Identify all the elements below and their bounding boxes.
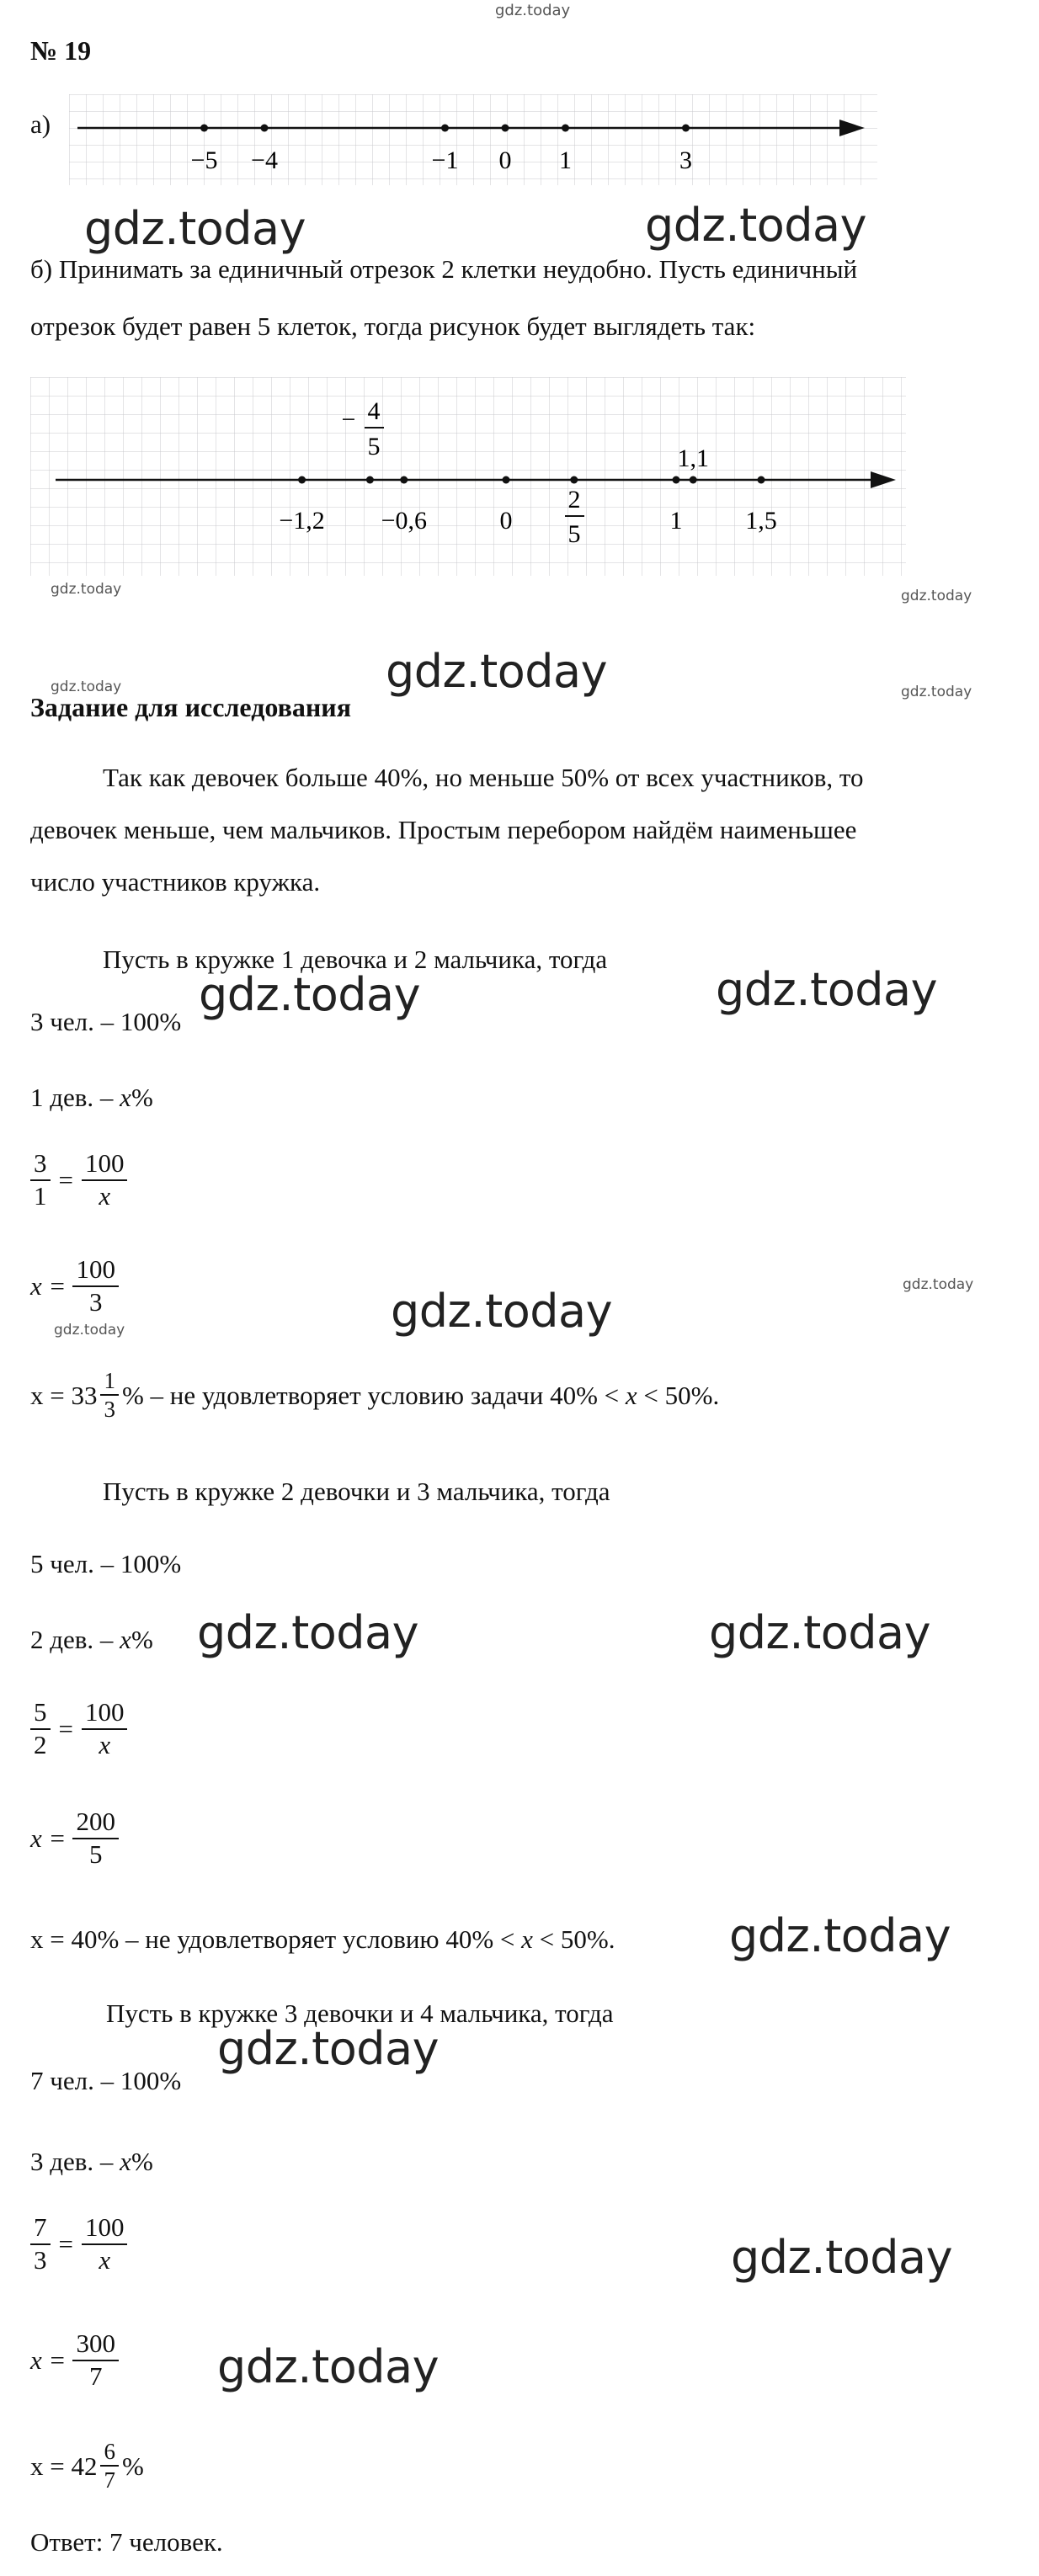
case2-proportion: $\frac{5}{2}$ = $\frac{100}{x}$ [27, 1699, 131, 1759]
part-a-label: а) [30, 109, 51, 139]
tick-label-a: 0 [498, 146, 512, 174]
tick-label-b: 1,5 [745, 507, 777, 535]
research-p2: девочек меньше, чем мальчиков. Простым перебором найдём наименьшее [30, 815, 857, 844]
research-p3: число участников кружка. [30, 867, 321, 897]
problem-number: № 19 [30, 35, 92, 66]
case3-x-value: x = $\frac{300}{7}$ [30, 2330, 122, 2390]
tick-label-b: −0,6 [381, 507, 428, 535]
watermark-small: gdz.today [901, 588, 972, 604]
watermark: gdz.today [391, 1285, 613, 1338]
tick-label-b: 1 [669, 507, 683, 535]
tick-point-b [570, 476, 578, 484]
tick-point-a [562, 125, 569, 132]
tick-label-a: −5 [190, 146, 218, 174]
case3-line2: 3 дев. – x% [30, 2147, 153, 2176]
part-b-line1: б) Принимать за единичный отрезок 2 клетки неудобно. Пусть единичный [30, 254, 858, 284]
label-pos-den: 5 [567, 520, 581, 548]
watermark-small: gdz.today [54, 1322, 125, 1339]
watermark: gdz.today [716, 963, 938, 1016]
label-neg-num: 4 [367, 397, 381, 425]
tick-point-b [758, 476, 765, 484]
tick-label-b: 0 [499, 507, 513, 535]
case2-result: x = 40% – не удовлетворяет условию 40% < x < 50%. [30, 1924, 615, 1954]
watermark-small: gdz.today [901, 684, 972, 700]
tick-label-b: 1,1 [677, 444, 709, 472]
case1-x-value: x = $\frac{100}{3}$ [30, 1256, 122, 1316]
case1-line1: 3 чел. – 100% [30, 1007, 182, 1036]
case1-result: x = 33 $\frac{1}{3}$ % – не удовлетворяет условию задачи 40% < x < 50%. [30, 1368, 720, 1423]
watermark-small: gdz.today [903, 1276, 974, 1293]
case3-proportion: $\frac{7}{3}$ = $\frac{100}{x}$ [27, 2214, 131, 2274]
tick-point-b [503, 476, 510, 484]
tick-point-a [502, 125, 509, 132]
watermark-small: gdz.today [51, 679, 122, 695]
watermark: gdz.today [199, 968, 421, 1021]
case3-line1: 7 чел. – 100% [30, 2066, 182, 2095]
case2-line2: 2 дев. – x% [30, 1625, 153, 1654]
case1-line2: 1 дев. – x% [30, 1083, 153, 1112]
part-b-line2: отрезок будет равен 5 клеток, тогда рисунок будет выглядеть так: [30, 311, 756, 341]
answer: Ответ: 7 человек. [30, 2527, 223, 2557]
watermark: gdz.today [197, 1606, 419, 1659]
case2-x-value: x = $\frac{200}{5}$ [30, 1808, 122, 1868]
watermark: gdz.today [217, 2340, 440, 2393]
tick-label-a: −1 [431, 146, 459, 174]
label-neg-sign: − [341, 406, 356, 434]
case2-line1: 5 чел. – 100% [30, 1549, 182, 1578]
tick-label-a: −4 [251, 146, 278, 174]
case1-proportion: $\frac{3}{1}$ = $\frac{100}{x}$ [27, 1150, 131, 1210]
tick-point-a [441, 125, 449, 132]
case2-intro: Пусть в кружке 2 девочки и 3 мальчика, тогда [103, 1477, 610, 1506]
tick-point-b [673, 476, 680, 484]
watermark: gdz.today [729, 1909, 951, 1962]
tick-label-a: 1 [559, 146, 572, 174]
number-line-a [69, 94, 877, 185]
watermark: gdz.today [645, 199, 867, 252]
case1-intro: Пусть в кружке 1 девочка и 2 мальчика, тогда [103, 945, 608, 974]
label-pos-num: 2 [567, 486, 581, 514]
watermark: gdz.today [709, 1606, 931, 1659]
case3-intro: Пусть в кружке 3 девочки и 4 мальчика, тогда [106, 1999, 614, 2028]
research-heading: Задание для исследования [30, 692, 352, 722]
tick-point-a [261, 125, 269, 132]
case3-result: x = 42 $\frac{6}{7}$ % [30, 2439, 144, 2494]
tick-label-b: −1,2 [279, 507, 325, 535]
tick-point-b [690, 476, 697, 484]
tick-point-a [200, 125, 208, 132]
label-neg-den: 5 [367, 433, 381, 460]
number-line-b [30, 377, 906, 579]
research-p1: Так как девочек больше 40%, но меньше 50% от всех участников, то [103, 763, 864, 792]
tick-point-b [366, 476, 374, 484]
watermark-top: gdz.today [495, 2, 571, 19]
watermark: gdz.today [217, 2022, 440, 2075]
tick-point-a [682, 125, 690, 132]
tick-point-b [400, 476, 408, 484]
watermark: gdz.today [84, 202, 306, 255]
tick-label-a: 3 [679, 146, 692, 174]
watermark-small: gdz.today [51, 581, 122, 598]
watermark: gdz.today [386, 645, 608, 698]
watermark: gdz.today [731, 2231, 953, 2284]
tick-point-b [298, 476, 306, 484]
